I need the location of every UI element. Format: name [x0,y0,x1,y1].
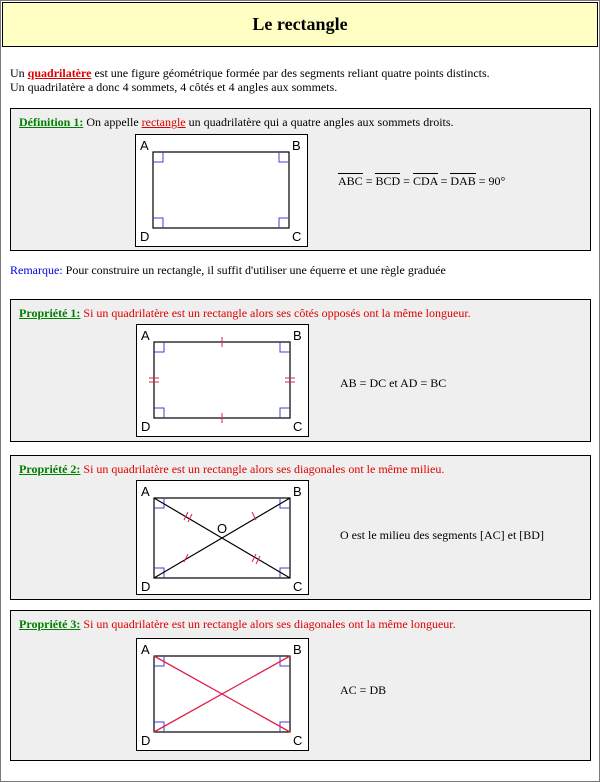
point-c-label: C [293,419,303,434]
center-o-label: O [217,521,228,536]
property-3-figure [136,638,309,751]
point-d-label: D [141,579,151,594]
angle-value: 90° [488,174,506,188]
rectangle-figure [136,135,307,246]
definition-figure [135,134,308,247]
property-1-figure [136,324,309,437]
property-1-heading: Propriété 1: Si un quadrilatère est un rectangle alors ses côtés opposés ont la même longueur. [19,306,471,320]
remark-label: Remarque: [10,263,63,277]
rectangle-figure [137,325,308,436]
page-title: Le rectangle [2,2,598,47]
right-angle-mark-a [154,342,164,352]
property-1-formula: AB = DC et AD = BC [340,376,447,390]
intro-line-2: Un quadrilatère a donc 4 sommets, 4 côtés et 4 angles aux sommets. [10,80,338,94]
right-angle-mark-c [280,408,290,418]
property-2-box [10,455,591,600]
rectangle-figure [137,481,308,594]
right-angle-mark-d [153,218,163,228]
property-2-formula: O est le milieu des segments [AC] et [BD] [340,528,544,542]
definition-label: Définition 1: [19,115,84,129]
point-c-label: C [293,579,303,594]
right-angle-mark-a [153,152,163,162]
double-tick-mark-oc [252,554,260,564]
point-d-label: D [141,733,151,748]
property-3-label: Propriété 3: [19,617,81,631]
double-tick-mark-ao [184,512,192,522]
property-1-label: Propriété 1: [19,306,81,320]
definition-formula: ABC = BCD = CDA = DAB = 90° [338,174,506,188]
definition-heading: Définition 1: On appelle rectangle un quadrilatère qui a quatre angles aux sommets droits. [19,115,454,129]
point-a-label: A [141,328,150,343]
right-angle-mark-c [279,218,289,228]
point-a-label: A [141,484,150,499]
property-3-heading: Propriété 3: Si un quadrilatère est un rectangle alors ses diagonales ont la même longueur. [19,617,456,631]
quadrilatere-keyword: quadrilatère [27,66,92,80]
right-angle-mark-b [280,342,290,352]
point-c-label: C [292,229,302,244]
rectangle-shape [153,152,289,228]
property-2-label: Propriété 2: [19,462,81,476]
right-angle-mark-d [154,408,164,418]
property-3-formula: AC = DB [340,683,387,697]
angle-abc: ABC [338,174,363,188]
rectangle-shape [154,342,290,418]
angle-bcd: BCD [375,174,401,188]
remark-text: Remarque: Pour construire un rectangle, il suffit d'utiliser une équerre et une règle graduée [10,263,446,277]
point-a-label: A [141,642,150,657]
point-b-label: B [293,642,302,657]
point-d-label: D [141,419,151,434]
point-d-label: D [140,229,150,244]
point-b-label: B [292,138,301,153]
property-3-box [10,610,591,761]
angle-cda: CDA [412,174,438,188]
property-2-heading: Propriété 2: Si un quadrilatère est un rectangle alors ses diagonales ont le même milieu. [19,462,445,476]
point-c-label: C [293,733,303,748]
point-b-label: B [293,484,302,499]
property-2-figure [136,480,309,595]
definition-box [10,108,591,251]
point-a-label: A [140,138,149,153]
rectangle-keyword: rectangle [141,115,186,129]
property-1-box [10,299,591,442]
point-b-label: B [293,328,302,343]
rectangle-figure [137,639,308,750]
intro-text [10,66,490,94]
intro-line-1: Un quadrilatère est une figure géométrique formée par des segments reliant quatre points distincts. [10,66,490,80]
right-angle-mark-b [279,152,289,162]
angle-dab: DAB [450,174,476,188]
